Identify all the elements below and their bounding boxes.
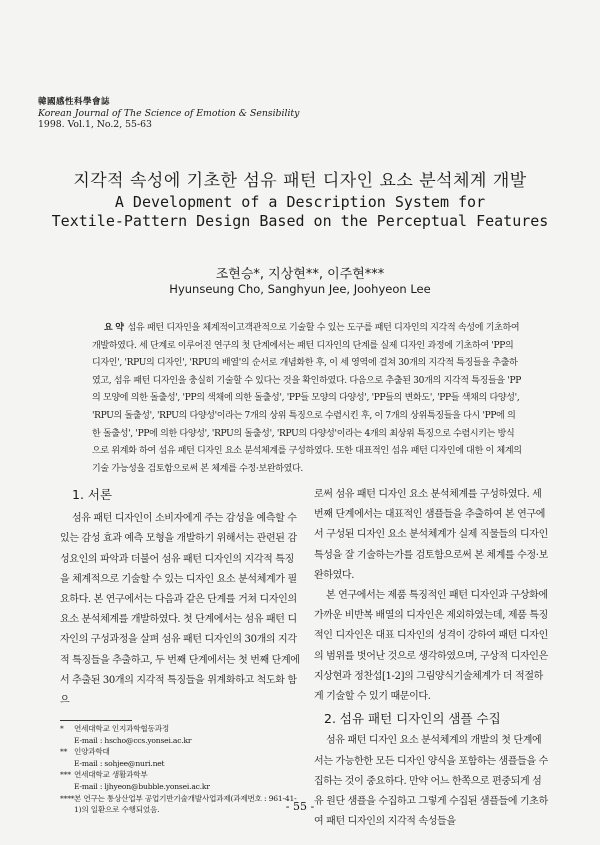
section-1-heading: 1. 서론 <box>72 487 113 502</box>
journal-name-english: Korean Journal of The Science of Emotion & Sensibility <box>38 108 300 119</box>
footnote-mark: *** <box>60 770 71 780</box>
footnote-funding: 본 연구는 통상산업부 공업기반기술개발사업과제(과제번호 : 961-41-1)의 일환으로 수행되었음. <box>74 793 297 815</box>
footnote-email: E-mail : ljhyeon@bubble.yonsei.ac.kr <box>74 781 210 791</box>
left-column <box>60 485 300 711</box>
right-paragraph-2: 본 연구에서는 제품 특징적인 패턴 디자인과 구상화에 가까운 비반복 배열의 디자인은 제외하였는데, 제품 특징적인 디자인은 대표 디자인의 성격이 강하여 패턴 디자인의 범위를 벗어난 것으로 생각하였으며, 구상적 디자인은 지상현과 정찬섭[1-2]의 그림양식기술체계가 더 적절하게 기술할 수 있기 때문이다. <box>314 590 548 703</box>
footnote-rule <box>60 720 132 721</box>
right-column <box>314 485 548 832</box>
page-number: - 55 - <box>285 800 315 813</box>
title-korean: 지각적 속성에 기초한 섬유 패턴 디자인 요소 분석체계 개발 <box>73 171 527 191</box>
title-english <box>0 193 600 231</box>
footnote <box>60 769 300 781</box>
footnote-mark: * <box>60 724 64 733</box>
footnote <box>60 746 300 758</box>
footnote-affiliation: 인양과학대 <box>74 747 110 757</box>
journal-volume: 1998. Vol.1, No.2, 55-63 <box>38 119 152 130</box>
footnote-mark: **** <box>60 793 75 803</box>
right-paragraph-3: 섬유 패턴 디자인 요소 분석체계의 개발의 첫 단계에서는 가능한한 모든 디자인 양식을 포함하는 샘플들을 수집하는 것이 중요하다. 만약 어느 한쪽으로 편중되게 섬유 원단 샘플을 수집하고 그렇게 수집된 샘플들에 기초하여 패턴 디자인의 지각적 속성들을 <box>314 735 548 828</box>
footnote-email: E-mail : hscho@ccs.yonsei.ac.kr <box>74 735 192 745</box>
authors-korean: 조현승*, 지상현**, 이주현*** <box>215 267 385 282</box>
footnote-mark: ** <box>60 747 68 757</box>
right-paragraph-1: 로써 섬유 패턴 디자인 요소 분석체계를 구성하였다. 세 번째 단계에서는 대표적인 샘플들을 추출하여 본 연구에서 구성된 디자인 요소 분석체계가 실제 직물들의 디자인 특성을 잘 기술하는가를 검토함으로써 본 체계를 수정·보완하였다. <box>314 489 548 581</box>
footnote <box>60 723 300 735</box>
footnote-affiliation: 연세대학교 생활과학부 <box>74 770 148 780</box>
abstract-text: 섬유 패턴 디자인을 체계적이고객관적으로 기술할 수 있는 도구를 패턴 디자인의 지각적 속성에 기초하여 개발하였다. 세 단계로 이루어진 연구의 첫 단계에서는 패턴 디자인의 단계를 실제 디자인 과정에 기초하여 'PP의 디자인', 'RPU의 디자인', 'RPU의 배열'의 순서로 개념화한 후, 이 세 영역에 걸쳐 30개의 지각적 특징들을 추출하였고, 섬유 패턴 디자인을 충실히 기술할 수 있다는 것을 확인하였다. 다음으로 추출된 30개의 지각적 특징들을 'PP의 모양에 의한 돌출성', 'PP의 색채에 의한 돌출성', 'PP들 모양의 다양성', 'PP들의 변화도', 'PP들 색채의 다양성', 'RPU의 돌출성', 'RPU의 다양성'이라는 7개의 상위 특징으로 수렴시킨 후, 이 7개의 상위특징들을 다시 'PP에 의한 돌출성', 'PP에 의한 다양성', 'RPU의 돌출성', 'RPU의 다양성'이라는 4개의 최상위 특징으로 수렴시키는 방식으로 위계화 하여 섬유 패턴 디자인 요소 분석체계를 구성하였다. 또한 대표적인 섬유 패턴 디자인에 대한 이 체계의 기술 가능성을 검토함으로써 본 체계를 수정·보완하였다. <box>92 323 522 474</box>
authors-english: Hyunseung Cho, Sanghyun Jee, Joohyeon Lee <box>169 282 431 296</box>
title-english-line2: Textile-Pattern Design Based on the Perceptual Features <box>51 212 549 230</box>
section-2-heading: 2. 섬유 패턴 디자인의 샘플 수집 <box>324 711 501 727</box>
footnote-affiliation: 연세대학교 인지과학협동과정 <box>74 724 169 733</box>
title-english-line1: A Development of a Description System for <box>114 193 486 211</box>
abstract-label: 요 약 <box>104 323 124 333</box>
left-paragraph-1: 섬유 패턴 디자인이 소비자에게 주는 감성을 예측할 수 있는 감성 효과 예측 모형을 개발하기 위해서는 관련된 감성요인의 파악과 더불어 섬유 패턴 디자인의 지각적 특징을 체계적으로 기술할 수 있는 디자인 요소 분석체계가 필요하다. 본 연구에서는 다음과 같은 단계를 거쳐 디자인의 요소 분석체계를 개발하였다. 첫 단계에서는 섬유 패턴 디자인의 구성과정을 살펴 섬유 패턴 디자인의 30개의 지각적 특징들을 추출하고, 두 번째 단계에서는 첫 번째 단계에서 추출된 30개의 지각적 특징들을 위계화하고 척도화 함으 <box>60 513 300 707</box>
journal-name-korean: 韓國感性科學會誌 <box>38 97 111 107</box>
abstract <box>92 320 522 478</box>
footnote-email: E-mail : sohjee@nuri.net <box>74 758 165 768</box>
journal-header <box>38 97 378 130</box>
